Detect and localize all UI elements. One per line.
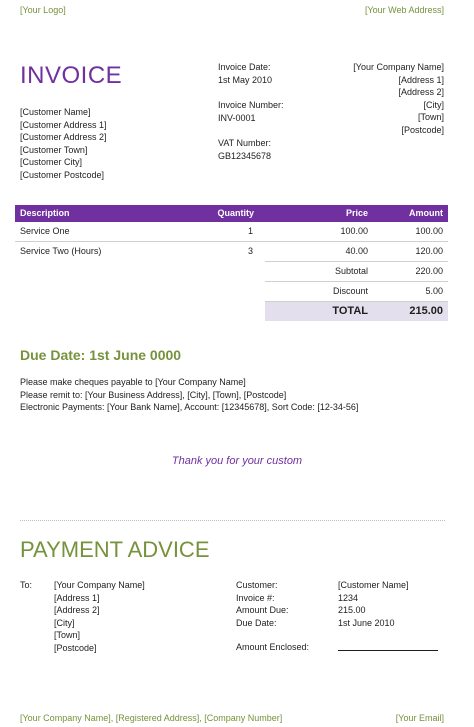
subtotal-row bbox=[265, 261, 448, 282]
due-date-label: Due Date: bbox=[236, 617, 277, 628]
item-quantity: 1 bbox=[247, 226, 253, 236]
item-amount: 120.00 bbox=[415, 246, 443, 256]
customer-address-1: [Customer Address 1] bbox=[20, 119, 107, 130]
item-price: 100.00 bbox=[340, 226, 368, 236]
payment-advice-labels bbox=[236, 579, 309, 654]
header-price: Price bbox=[345, 208, 368, 218]
remit-address-1: [Address 1] bbox=[54, 592, 100, 603]
customer-address bbox=[20, 106, 107, 181]
company-town: [Town] bbox=[417, 112, 444, 122]
electronic-payment-instruction: Electronic Payments: [Your Bank Name], Account: [12345678], Sort Code: [12-34-56] bbox=[20, 402, 359, 412]
amount-due-value: 215.00 bbox=[338, 605, 366, 615]
totals-block bbox=[265, 261, 448, 321]
customer-address-2: [Customer Address 2] bbox=[20, 132, 107, 142]
vat-number-label: VAT Number: bbox=[218, 138, 272, 148]
invoice-meta bbox=[218, 61, 284, 162]
amount-due-label: Amount Due: bbox=[236, 605, 289, 615]
invoice-date-label: Invoice Date: bbox=[218, 62, 271, 72]
item-quantity: 3 bbox=[247, 246, 253, 256]
company-address bbox=[353, 61, 444, 136]
invoice-title: INVOICE bbox=[20, 62, 123, 89]
company-address-1: [Address 1] bbox=[398, 74, 444, 85]
subtotal-label: Subtotal bbox=[334, 266, 368, 276]
invoice-num-label: Invoice #: bbox=[236, 592, 275, 603]
total-value: 215.00 bbox=[409, 305, 443, 317]
vat-number-value: GB12345678 bbox=[218, 150, 272, 161]
company-address-2: [Address 2] bbox=[398, 87, 444, 97]
customer-postcode: [Customer Postcode] bbox=[20, 169, 105, 180]
table-row bbox=[15, 222, 448, 242]
payment-info bbox=[20, 376, 358, 414]
due-date-value: 1st June 2010 bbox=[338, 617, 395, 628]
amount-enclosed-label: Amount Enclosed: bbox=[236, 642, 310, 652]
total-label: TOTAL bbox=[332, 305, 368, 317]
due-date: Due Date: 1st June 0000 bbox=[20, 347, 182, 363]
item-description: Service Two (Hours) bbox=[20, 246, 102, 256]
to-label: To: bbox=[20, 580, 33, 590]
remit-to-address bbox=[54, 579, 145, 654]
remit-instruction: Please remit to: [Your Business Address], [City], [Town], [Postcode] bbox=[20, 389, 287, 400]
web-address[interactable]: [Your Web Address] bbox=[364, 5, 444, 15]
cut-line-divider bbox=[20, 520, 445, 521]
item-amount: 100.00 bbox=[415, 226, 443, 236]
customer-town: [Customer Town] bbox=[20, 144, 88, 155]
table-row bbox=[15, 242, 448, 261]
header-amount: Amount bbox=[409, 208, 443, 218]
item-description: Service One bbox=[20, 226, 70, 236]
payment-advice-title: PAYMENT ADVICE bbox=[20, 537, 210, 562]
discount-row bbox=[265, 282, 448, 302]
invoice-date-value: 1st May 2010 bbox=[218, 74, 273, 85]
company-postcode: [Postcode] bbox=[401, 124, 444, 135]
discount-label: Discount bbox=[332, 286, 368, 296]
remit-town: [Town] bbox=[54, 630, 81, 640]
remit-postcode: [Postcode] bbox=[54, 642, 97, 653]
table-header bbox=[15, 205, 448, 222]
remit-city: [City] bbox=[54, 617, 75, 628]
footer-company-details: [Your Company Name], [Registered Address], [Company Number] bbox=[20, 713, 283, 723]
discount-value: 5.00 bbox=[425, 286, 443, 296]
payment-advice-values bbox=[338, 579, 409, 629]
top-bar bbox=[20, 4, 444, 16]
thank-you-note: Thank you for your custom bbox=[171, 455, 303, 467]
items-table bbox=[15, 205, 448, 321]
header-description: Description bbox=[20, 208, 70, 218]
subtotal-value: 220.00 bbox=[415, 266, 443, 276]
customer-name: [Customer Name] bbox=[20, 107, 91, 117]
item-price: 40.00 bbox=[345, 246, 368, 256]
remit-company-name: [Your Company Name] bbox=[54, 580, 145, 590]
remit-address-2: [Address 2] bbox=[54, 605, 100, 615]
customer-label: Customer: bbox=[236, 580, 278, 590]
customer-city: [Customer City] bbox=[20, 157, 83, 167]
amount-enclosed-field[interactable] bbox=[338, 650, 438, 651]
customer-value: [Customer Name] bbox=[338, 580, 409, 590]
logo-placeholder: [Your Logo] bbox=[20, 5, 66, 15]
header-quantity: Quantity bbox=[217, 208, 254, 218]
invoice-number-label: Invoice Number: bbox=[218, 100, 284, 110]
invoice-num-value: 1234 bbox=[338, 592, 359, 603]
company-name: [Your Company Name] bbox=[353, 62, 444, 72]
cheque-instruction: Please make cheques payable to [Your Company Name] bbox=[20, 377, 246, 387]
footer-email[interactable]: [Your Email] bbox=[395, 713, 444, 723]
total-row bbox=[265, 302, 448, 321]
company-city: [City] bbox=[423, 99, 444, 110]
invoice-number-value: INV-0001 bbox=[218, 112, 256, 123]
